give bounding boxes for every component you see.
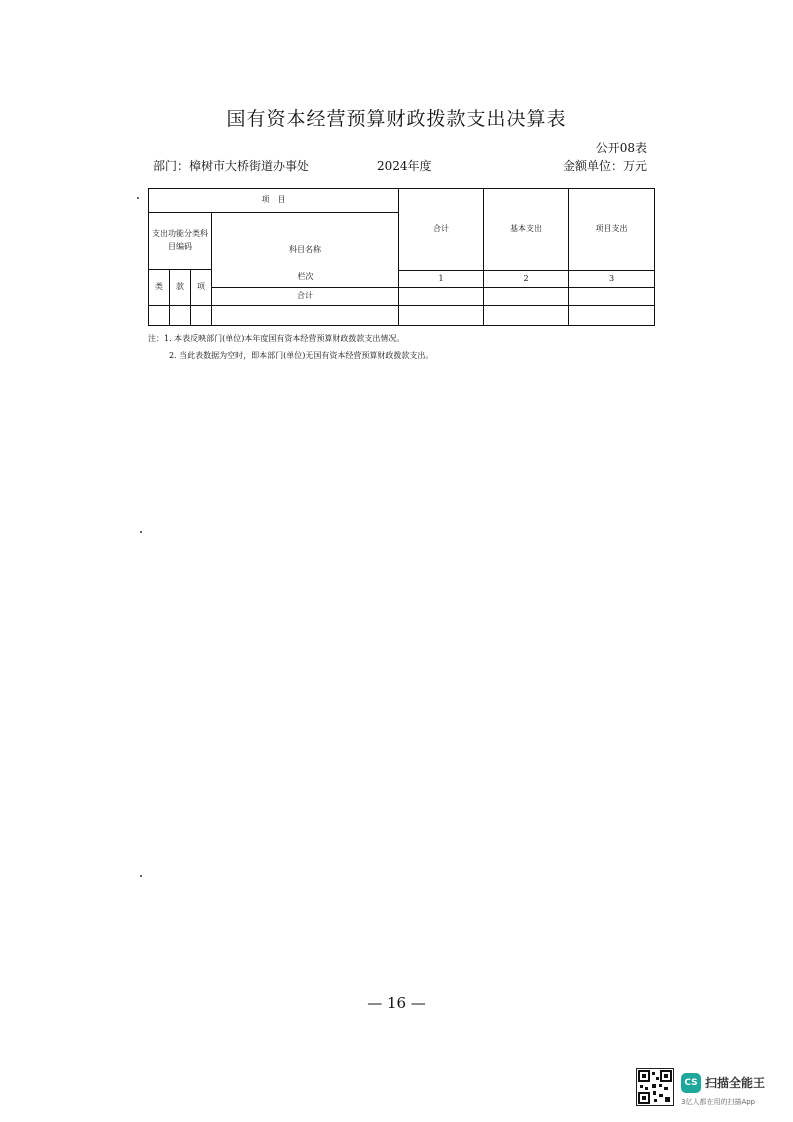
note-2: 2. 当此表数据为空时，即本部门(单位)无国有资本经营预算财政拨款支出。 <box>169 351 434 360</box>
header-project: 项 目 <box>149 189 399 213</box>
header-subject-name: 科目名称 <box>212 213 399 288</box>
row-total-sum <box>399 288 484 305</box>
scan-speck <box>140 531 142 533</box>
col-number-1: 1 <box>399 271 484 288</box>
note-1: 注：1. 本表反映部门(单位)本年度国有资本经营预算财政拨款支出情况。 <box>148 334 405 343</box>
empty-cell <box>191 305 212 325</box>
header-function-code: 支出功能分类科目编码 <box>149 213 212 270</box>
expenditure-table <box>148 188 655 326</box>
amount-unit: 金额单位：万元 <box>562 159 647 173</box>
header-xiang: 项 <box>191 270 212 306</box>
header-lei: 类 <box>149 270 170 306</box>
department-label: 部门：樟树市大桥街道办事处 <box>153 159 310 173</box>
empty-cell <box>149 305 170 325</box>
header-total: 合计 <box>399 189 484 271</box>
watermark-app-name: 扫描全能王 <box>705 1076 766 1090</box>
empty-cell <box>212 305 399 325</box>
page-number: — 16 — <box>367 994 426 1012</box>
col-number-2: 2 <box>484 271 569 288</box>
row-total-basic <box>484 288 569 305</box>
header-kuan: 款 <box>170 270 191 306</box>
scan-speck <box>140 875 142 877</box>
header-project-expense: 项目支出 <box>569 189 655 271</box>
row-lanci-label: 栏次 <box>297 272 314 281</box>
fiscal-year: 2024年度 <box>377 159 432 173</box>
qr-code-icon <box>636 1068 674 1106</box>
empty-cell <box>484 305 569 325</box>
document-title: 国有资本经营预算财政拨款支出决算表 <box>226 108 567 130</box>
empty-cell <box>569 305 655 325</box>
empty-cell <box>399 305 484 325</box>
row-total-project <box>569 288 655 305</box>
empty-cell <box>170 305 191 325</box>
col-number-3: 3 <box>569 271 655 288</box>
header-basic-expense: 基本支出 <box>484 189 569 271</box>
form-code: 公开08表 <box>595 141 647 155</box>
watermark-tagline: 3亿人都在用的扫描App <box>681 1098 756 1106</box>
scan-speck <box>137 197 139 199</box>
camscanner-logo-icon: CS <box>681 1073 701 1093</box>
row-total-label: 合计 <box>212 288 399 305</box>
